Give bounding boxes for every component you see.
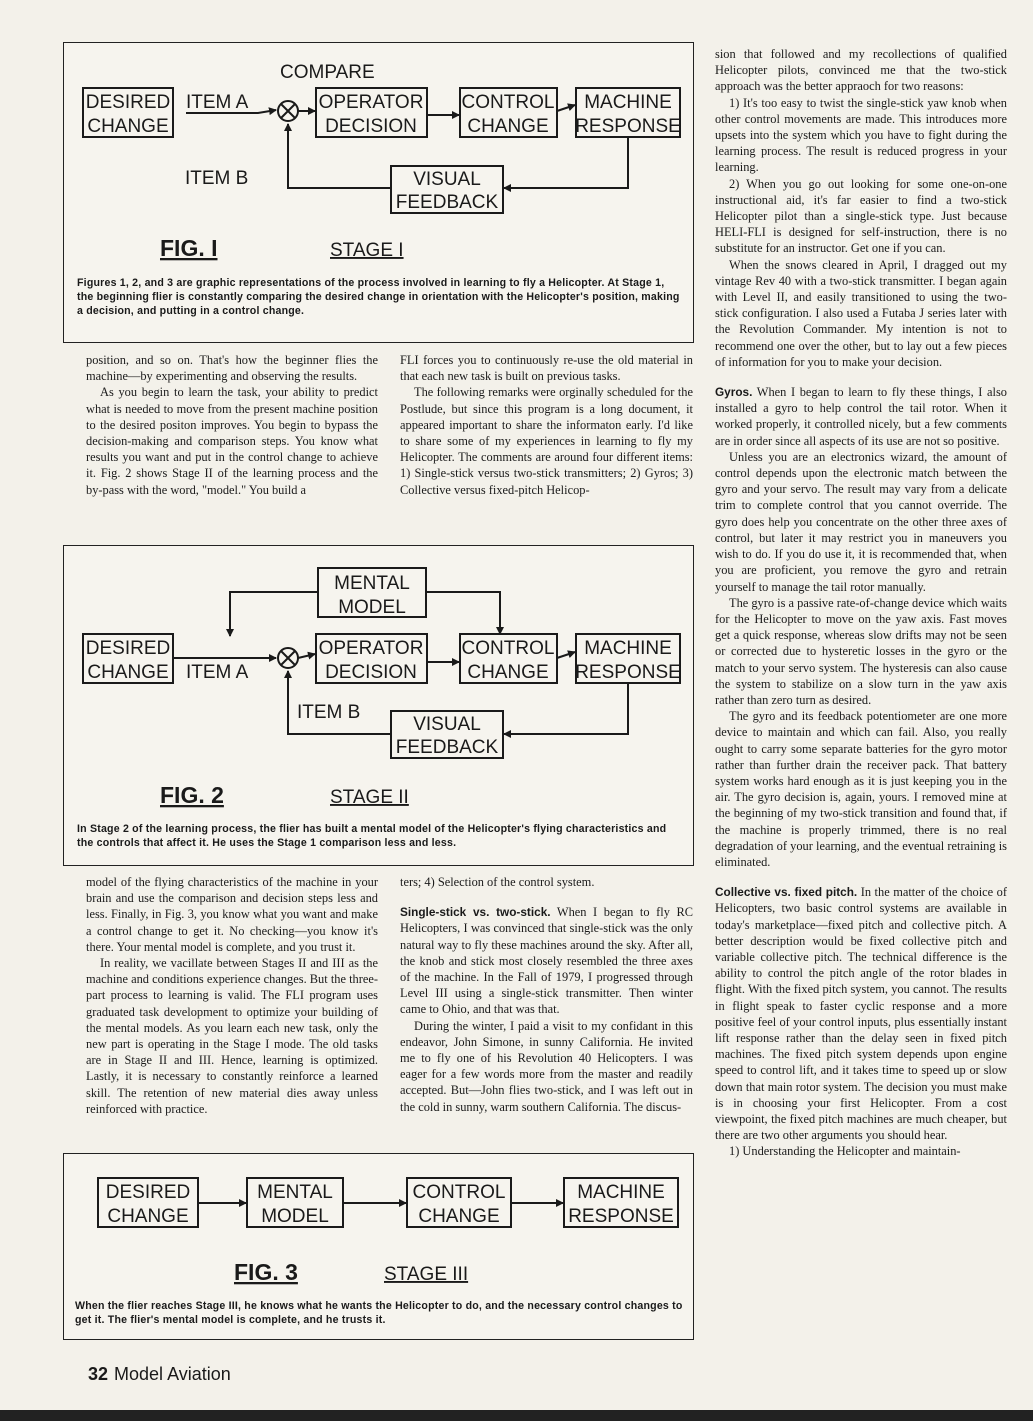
figure-1-label: FIG. I bbox=[160, 235, 218, 261]
scan-edge bbox=[0, 1410, 1033, 1421]
figure-2-label: FIG. 2 bbox=[160, 782, 224, 808]
svg-text:MENTAL: MENTAL bbox=[257, 1182, 333, 1203]
figure-1 bbox=[63, 42, 694, 343]
svg-text:CHANGE: CHANGE bbox=[467, 116, 549, 137]
visual-feedback-box bbox=[391, 711, 503, 758]
control-change-box bbox=[407, 1178, 511, 1227]
svg-text:VISUAL: VISUAL bbox=[413, 169, 481, 190]
section-heading: Collective vs. fixed pitch. bbox=[715, 885, 858, 900]
machine-response-box bbox=[575, 634, 681, 683]
mental-model-box bbox=[318, 568, 426, 618]
svg-text:CHANGE: CHANGE bbox=[87, 662, 169, 683]
section-heading: Gyros. bbox=[715, 385, 753, 400]
item-a-label: ITEM A bbox=[186, 662, 249, 683]
figure-2-caption: In Stage 2 of the learning process, the flier has built a mental model of the Helicopter's flying characteristics and the controls that affect it. He uses the Stage 1 comparison less and less. bbox=[77, 823, 667, 849]
left-column-bottom bbox=[86, 874, 378, 1117]
item-a-label: ITEM A bbox=[186, 92, 249, 113]
comparator-symbol bbox=[278, 648, 298, 668]
figure-3 bbox=[63, 1153, 694, 1340]
machine-response-box bbox=[564, 1178, 678, 1227]
svg-text:CONTROL: CONTROL bbox=[461, 638, 555, 659]
svg-text:MACHINE: MACHINE bbox=[584, 638, 672, 659]
paragraph: When the snows cleared in April, I dragged out my vintage Rev 40 with a two-stick transmitter. I began again with Level II, and easily transitioned to using the two-stick configuration. I also used a Futaba J series later with the Revolution Commander. My intention is not to recommend one over the other, but to lay out a few pieces of information for you to make your decision. bbox=[715, 257, 1007, 369]
svg-text:MODEL: MODEL bbox=[338, 597, 406, 618]
svg-text:VISUAL: VISUAL bbox=[413, 714, 481, 735]
svg-text:RESPONSE: RESPONSE bbox=[575, 662, 681, 683]
left-column-top bbox=[86, 352, 378, 498]
svg-text:CHANGE: CHANGE bbox=[107, 1206, 189, 1227]
paragraph: FLI forces you to continuously re-use the old material in that each new task is built on previous tasks. bbox=[400, 353, 693, 384]
desired-change-box bbox=[83, 634, 173, 683]
control-change-box bbox=[460, 88, 557, 137]
figure-1-caption: Figures 1, 2, and 3 are graphic representations of the process involved in learning to fly a Helicopter. At Stage 1, the beginning flier is constantly comparing the desired change in orientation with the Helicopter's position, making a decision, and putting in a control change. bbox=[77, 277, 680, 317]
svg-text:CHANGE: CHANGE bbox=[418, 1206, 500, 1227]
svg-text:FEEDBACK: FEEDBACK bbox=[395, 737, 499, 758]
svg-text:MENTAL: MENTAL bbox=[334, 573, 410, 594]
figure-1-stage: STAGE I bbox=[330, 240, 404, 261]
figure-2 bbox=[63, 545, 694, 866]
figure-2-stage: STAGE II bbox=[330, 787, 409, 808]
svg-text:CHANGE: CHANGE bbox=[467, 662, 549, 683]
paragraph: Unless you are an electronics wizard, the amount of control depends upon the electronic match between the gyro and your servo. The result may vary from a delicate trim to complete control that you cannot override. The gyro does help you concentrate on the other three axes of control, but later it may restrict you in maneuvers you wish to do. If you do use it, it is recommended that, when you are proficient, you remove the gyro and retrain yourself to manage the tail rotor manually. bbox=[715, 449, 1007, 594]
svg-text:DESIRED: DESIRED bbox=[85, 92, 171, 113]
paragraph: As you begin to learn the task, your ability to predict what is needed to move from the present machine position to the desired positon improves. You begin to bypass the decision-making and comparison steps. You know what results you want and put in the control change to achieve it. Fig. 2 shows Stage II of the learning process and the by-pass with the word, "model." You build a bbox=[86, 385, 378, 497]
svg-text:OPERATOR: OPERATOR bbox=[318, 92, 424, 113]
desired-change-box bbox=[83, 88, 173, 137]
paragraph: Collective vs. fixed pitch. In the matter of the choice of Helicopters, two basic control systems are available in today's marketplace—fixed pitch and collective pitch. A better description would be fixed collective pitch and variable collective pitch. The technical difference is the ability to control the pitch angle of the rotor blades in flight. With the fixed pitch system, you cannot. The results in flight speak to faster cyclic response and a more positive feel of your control inputs, plus essentially instant lift response rather than the delay seen in fixed pitch machines. The fixed pitch system depends upon engine speed to control lift, and it takes time to speed up or slow down that main rotor system. The decision you must make is in choosing your first Helicopter. From a cost viewpoint, the fixed pitch machines are much cheaper, but there are two other arguments you should hear. bbox=[715, 885, 1007, 1143]
paragraph: During the winter, I paid a visit to my confidant in this endeavor, John Simone, in sunny California. He invited me to fly one of his Revolution 40 Helicopters. I was eager for a few words more from the master and readily accepted. But—John flies two-stick, and I was left out in the cold in sunny, warm southern California. The discus- bbox=[400, 1018, 693, 1114]
desired-change-box bbox=[98, 1178, 198, 1227]
paragraph: sion that followed and my recollections of qualified Helicopter pilots, convinced me that the two-stick approach was the better appraoch for two reasons: bbox=[715, 47, 1007, 94]
svg-text:DESIRED: DESIRED bbox=[105, 1182, 191, 1203]
paragraph: 1) Understanding the Helicopter and maintain- bbox=[729, 1144, 961, 1159]
figure-2-diagram bbox=[64, 546, 695, 867]
svg-text:RESPONSE: RESPONSE bbox=[568, 1206, 674, 1227]
right-column bbox=[715, 46, 1007, 1160]
operator-decision-box bbox=[316, 634, 427, 683]
svg-text:FEEDBACK: FEEDBACK bbox=[395, 192, 499, 213]
svg-text:OPERATOR: OPERATOR bbox=[318, 638, 424, 659]
mental-model-box bbox=[247, 1178, 343, 1227]
visual-feedback-box bbox=[391, 166, 503, 213]
svg-text:CHANGE: CHANGE bbox=[87, 116, 169, 137]
compare-label: COMPARE bbox=[280, 62, 375, 83]
svg-text:MACHINE: MACHINE bbox=[577, 1182, 665, 1203]
figure-3-caption: When the flier reaches Stage III, he knows what he wants the Helicopter to do, and the necessary control changes to get it. The flier's mental model is complete, and he trusts it. bbox=[75, 1300, 683, 1326]
paragraph: In reality, we vacillate between Stages II and III as the machine and conditions experience changes. But the three-part process to learning is valid. The FLI program uses graduated task development to optimize your building of the mental models. As you learn each new task, only the new part is operating in the Stage I mode. The old tasks are in Stage II and III. Hence, learning is optimized. Lastly, it is necessary to constantly reinforce a learned skill. The retention of new material dies away unless reinforced with practice. bbox=[86, 956, 378, 1116]
svg-text:CONTROL: CONTROL bbox=[412, 1182, 506, 1203]
paragraph: The gyro is a passive rate-of-change device which waits for the Helicopter to move on the yaw axis. Fast moves get a quick response, whereas slow drifts may not be seen or corrected due to hysteretic losses in the gyro or the match to your servo system. The hysteresis can also cause the system to stabilize on a slow turn in the yaw axis rather than zero turn as desired. bbox=[715, 595, 1007, 707]
item-b-label: ITEM B bbox=[297, 702, 361, 723]
middle-column-bottom bbox=[400, 874, 693, 1115]
machine-response-box bbox=[575, 88, 681, 137]
page-number: 32 bbox=[88, 1364, 109, 1384]
magazine-name: Model Aviation bbox=[114, 1364, 231, 1384]
paragraph: model of the flying characteristics of the machine in your brain and use the comparison and decision steps less and less. Finally, in Fig. 3, you know what you want and make a control change to get it. No checking—you know it's there. Your mental model is complete, and you trust it. bbox=[86, 875, 378, 954]
paragraph: position, and so on. That's how the beginner flies the machine—by experimenting and observing the results. bbox=[86, 353, 378, 384]
paragraph: ters; 4) Selection of the control system. bbox=[400, 875, 595, 889]
section-heading: Single-stick vs. two-stick. bbox=[400, 905, 551, 920]
svg-text:MACHINE: MACHINE bbox=[584, 92, 672, 113]
figure-3-stage: STAGE III bbox=[384, 1264, 469, 1285]
paragraph: 1) It's too easy to twist the single-stick yaw knob when other control movements are made. This introduces more upsets into the system which you have to fight during the learning process. The result is reduced progress in your learning. bbox=[715, 95, 1007, 175]
middle-column-top bbox=[400, 352, 693, 498]
paragraph: Single-stick vs. two-stick. When I began to fly RC Helicopters, I was convinced that single-stick was the only natural way to fly these machines around the sky. After all, the knob and stick most closely resembled the three axes of the machine. In the Fall of 1979, I progressed through Level III using a single-stick transmitter. Then winter came to Ohio, and that was that. bbox=[400, 905, 693, 1017]
control-change-box bbox=[460, 634, 557, 683]
paragraph: 2) When you go out looking for some one-on-one instructional aid, it's far easier to find a two-stick Helicopter pilot than a single-stick type. Just because HELI-FLI is designed for self-instruction, there is no substitute for an instructor. Get one if you can. bbox=[715, 176, 1007, 256]
svg-text:MODEL: MODEL bbox=[261, 1206, 329, 1227]
operator-decision-box bbox=[316, 88, 427, 137]
svg-text:RESPONSE: RESPONSE bbox=[575, 116, 681, 137]
page-footer bbox=[88, 1364, 231, 1385]
svg-text:DECISION: DECISION bbox=[325, 662, 417, 683]
paragraph: Gyros. When I began to learn to fly these things, I also installed a gyro to help control the tail rotor. When it worked properly, it controlled nicely, but a few comments are in order since all aspects of its use are not so positive. bbox=[715, 385, 1008, 448]
figure-3-label: FIG. 3 bbox=[234, 1259, 298, 1285]
svg-text:DESIRED: DESIRED bbox=[85, 638, 171, 659]
comparator-symbol bbox=[278, 101, 298, 121]
paragraph: The gyro and its feedback potentiometer are one more device to maintain and which can fail. Also, you really ought to carry some separate batteries for the gyro motor rather than further drain the receiver pack. That battery system works hard enough as it is just keeping you in the air. The gyro decision is, again, yours. I removed mine at the beginning of my two-stick transition and found that, if the machine is properly trimmed, there is no real degradation of your learning, and the eventual retraining is eliminated. bbox=[715, 709, 1007, 869]
paragraph: The following remarks were orginally scheduled for the Postlude, but since this program is a long document, it appeared important to share the informaton early. I'd like to share some of my experiences in learning to fly my Helicopter. The comments are around four different items: 1) Single-stick versus two-stick transmitters; 2) Gyros; 3) Collective versus fixed-pitch Helicop- bbox=[400, 385, 693, 497]
item-b-label: ITEM B bbox=[185, 168, 249, 189]
svg-text:CONTROL: CONTROL bbox=[461, 92, 555, 113]
svg-text:DECISION: DECISION bbox=[325, 116, 417, 137]
